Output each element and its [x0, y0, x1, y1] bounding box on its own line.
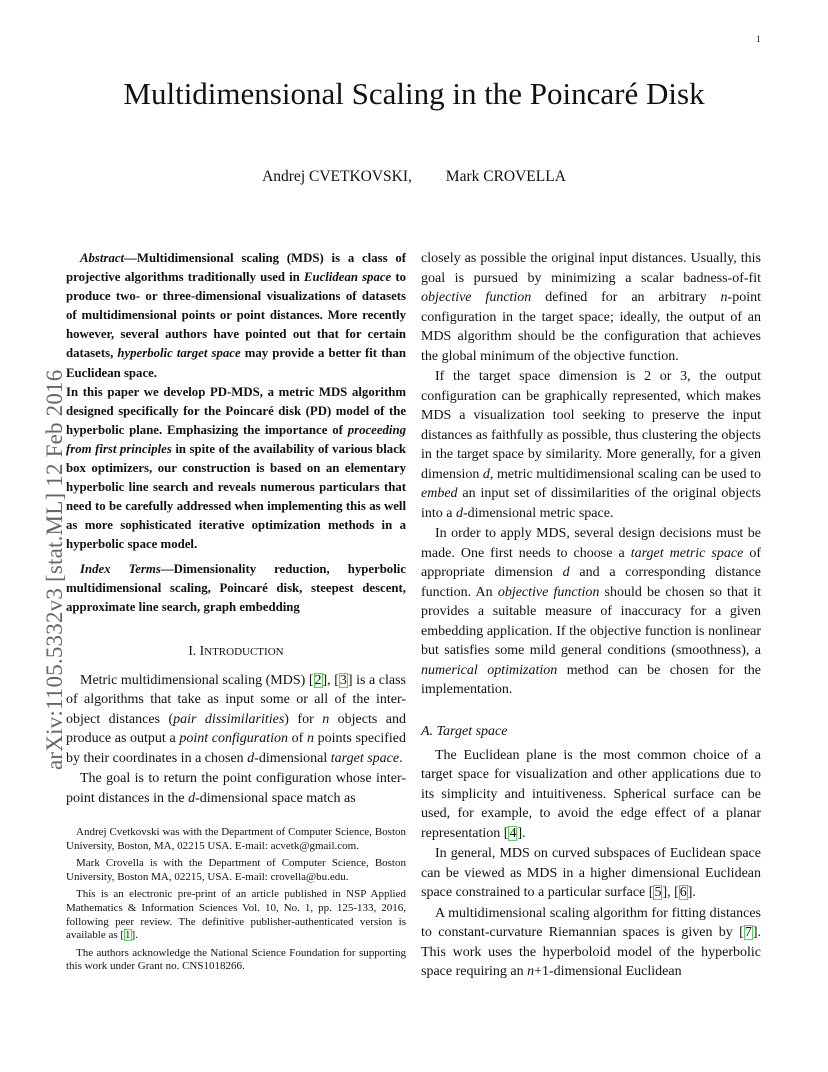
- footnotes: [66, 826, 406, 978]
- body-paragraph: In general, MDS on curved subspaces of Euclidean space can be viewed as MDS in a higher dimensional Euclidean space constrained to a particular surface [5], [6].: [421, 846, 761, 900]
- citation-link[interactable]: 5: [654, 885, 662, 900]
- section-heading: I. INTRODUCTION: [188, 642, 284, 658]
- author-name: Mark CROVELLA: [445, 168, 566, 185]
- body-paragraph: The goal is to return the point configuration whose inter-point distances in the d-dimensional space match as: [66, 771, 406, 806]
- body-paragraph: closely as possible the original input distances. Usually, this goal is pursued by minimizing a scalar badness-of-fit objective function defined for an arbitrary n-point configuration in the target space; ideally, the output of an MDS algorithm should be the configuration that achieves the global minimum of the objective function.: [421, 251, 761, 364]
- body-paragraph: Metric multidimensional scaling (MDS) [2], [3] is a class of algorithms that take as input some or all of the inter-object distances (pair dissimilarities) for n objects and produce as output a point configuration of n points specified by their coordinates in a chosen d-dimensional target space.: [66, 672, 407, 766]
- abstract-paragraph: In this paper we develop PD-MDS, a metric MDS algorithm designed specifically for the Poincaré disk (PD) model of the hyperbolic plane. Emphasizing the importance of proceeding from first principles in spite of the availability of various black box optimizers, our construction is based on an elementary hyperbolic line search and reveals numerous particulars that need to be carefully addressed when implementing this as well as more sophisticated iterative optimization methods in a hyperbolic space model.: [66, 384, 406, 552]
- citation-link[interactable]: 4: [509, 825, 517, 841]
- paper-title: Multidimensional Scaling in the Poincaré Disk: [123, 76, 705, 111]
- citation-link[interactable]: 1: [125, 929, 131, 942]
- abstract-paragraph: Abstract—Multidimensional scaling (MDS) is a class of projective algorithms traditionally used in Euclidean space to produce two- or three-dimensional visualizations of datasets of multidimensional points or point distances. More recently however, several authors have pointed out that for certain datasets, hyperbolic target space may provide a better fit than Euclidean space.: [66, 251, 406, 380]
- footnote: This is an electronic pre-print of an article published in NSP Applied Mathematics & Information Sciences Vol. 10, No. 1, pp. 125-133, 2016, following peer review. The definitive publisher-authenticated version is available as [1].: [66, 888, 406, 942]
- citation-link[interactable]: 2: [314, 672, 322, 688]
- footnote: The authors acknowledge the National Science Foundation for supporting this work under Grant no. CNS1018266.: [66, 946, 406, 973]
- citation-link[interactable]: 6: [679, 885, 687, 900]
- footnote: Andrej Cvetkovski was with the Department of Computer Science, Boston University, Boston, MA, 02215 USA. E-mail: acvetk@gmail.com.: [66, 826, 406, 852]
- index-terms: Index Terms—Dimensionality reduction, hyperbolic multidimensional scaling, Poincaré disk, steepest descent, approximate line search, graph embedding: [66, 561, 406, 614]
- arxiv-sidebar: [22, 290, 67, 770]
- footnote: Mark Crovella is with the Department of Computer Science, Boston University, Boston MA, 02215, USA. E-mail: crovella@bu.edu.: [66, 857, 406, 883]
- body-paragraph: In order to apply MDS, several design decisions must be made. One first needs to choose a target metric space of appropriate dimension d and a corresponding distance function. An objective function should be chosen so that it provides a suitable measure of inaccuracy for a given embedding application. If the objective function is nonlinear but satisfies some mild general conditions (smoothness), a numerical optimization method can be chosen for the implementation.: [421, 526, 762, 697]
- subsection-heading: A. Target space: [421, 723, 508, 739]
- body-paragraph: The Euclidean plane is the most common choice of a target space for visualization and other applications due to its simplicity and intuitiveness. Spherical surface can be used, for example, to avoid the edge effect of a planar representation [4].: [421, 747, 761, 841]
- abstract: [66, 249, 406, 555]
- body-paragraph: If the target space dimension is 2 or 3, the output configuration can be graphically represented, which makes MDS a visualization tool seeking to preserve the input distances as faithfully as possible, thus clustering the objects in the target space by similarity. More generally, for a given dimension d, metric multidimensional scaling can be used to embed an input set of dissimilarities of the original objects into a d-dimensional metric space.: [421, 369, 761, 521]
- left-column: [66, 249, 406, 808]
- citation-link[interactable]: 7: [744, 925, 752, 940]
- body-paragraph: A multidimensional scaling algorithm for fitting distances to constant-curvature Riemannian spaces is given by [7]. This work uses the hyperboloid model of the hyperbolic space requiring an n+1-dimensional Euclidean: [421, 905, 761, 979]
- author-name: Andrej CVETKOVSKI,: [262, 168, 412, 185]
- introduction-body: [66, 671, 406, 809]
- page-number: 1: [756, 34, 761, 44]
- citation-link[interactable]: 3: [339, 672, 347, 688]
- author-list: [0, 168, 828, 186]
- arxiv-identifier: arXiv:1105.5332v3 [stat.ML] 12 Feb 2016: [42, 369, 67, 770]
- right-column: [421, 249, 761, 982]
